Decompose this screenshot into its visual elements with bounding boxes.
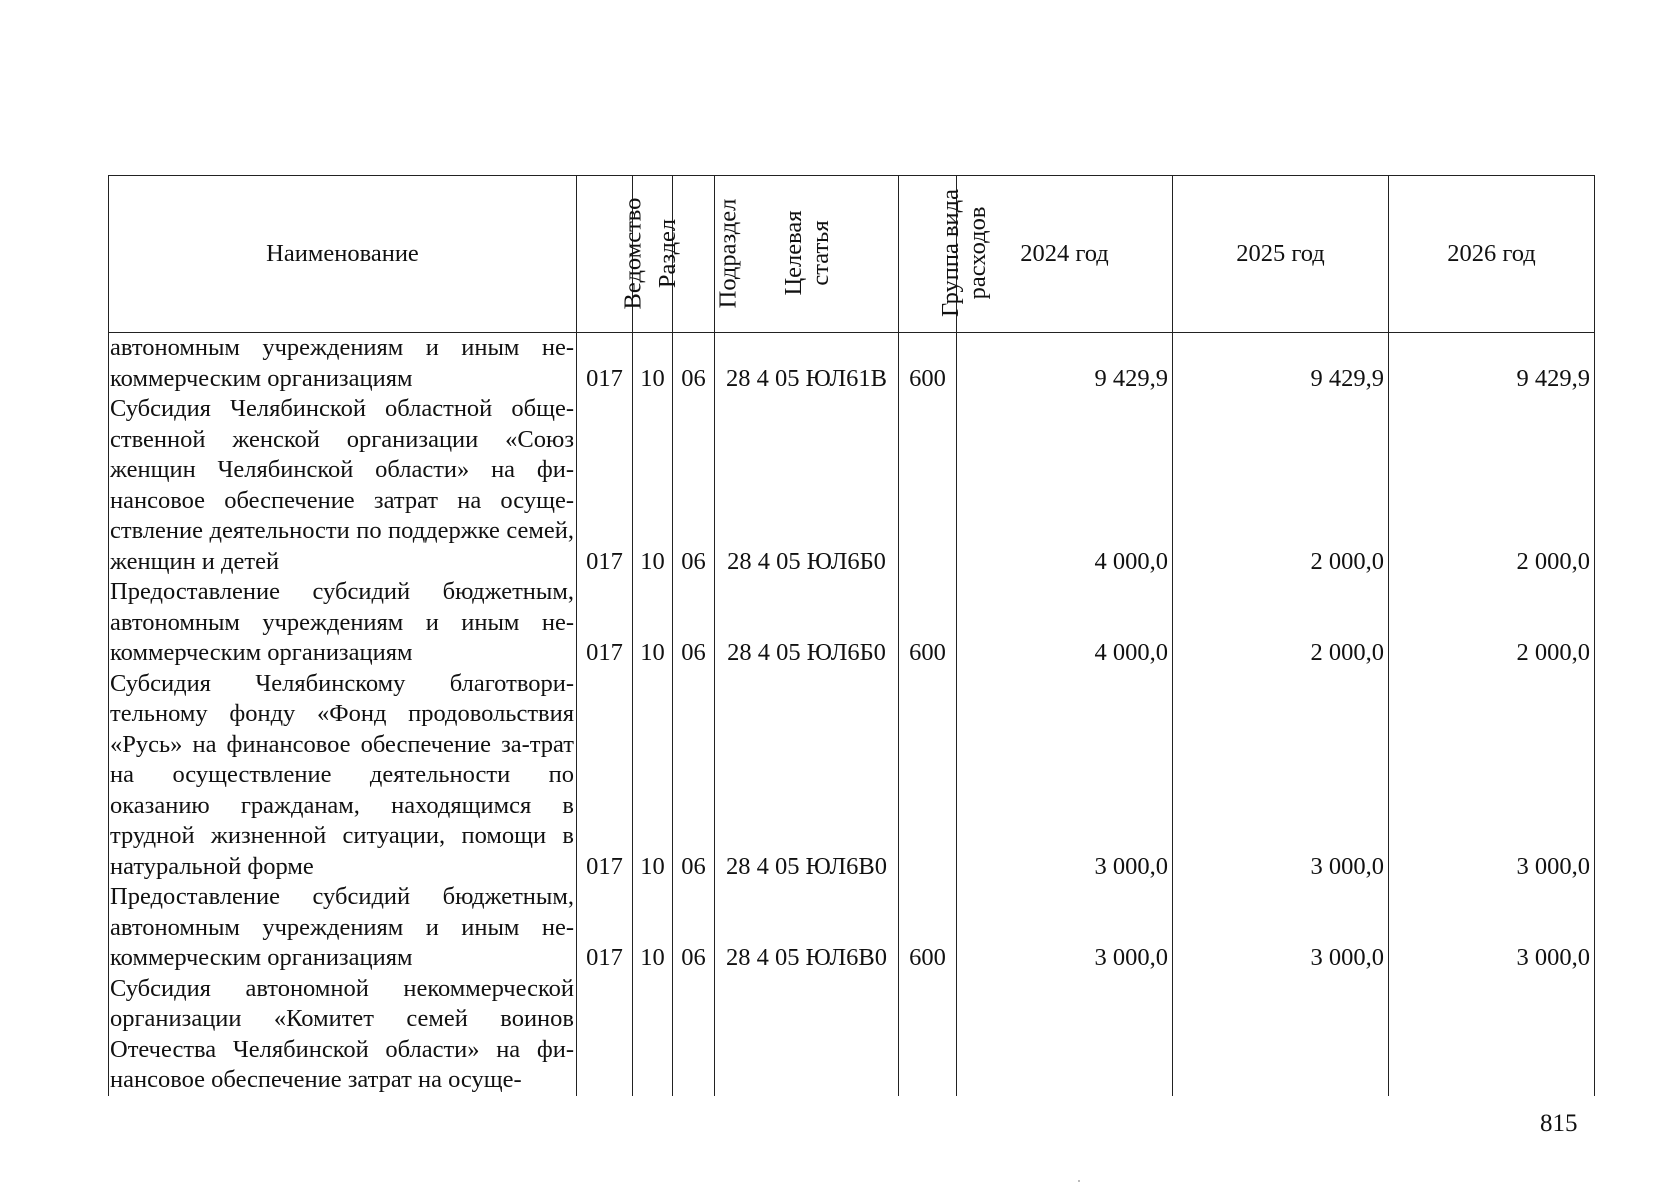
header-subsection: Подраздел: [673, 176, 715, 333]
table-row: [109, 974, 1595, 1096]
cell-name: Субсидия автономной некоммерческой организации «Комитет семей воинов Отечества Челябинской области» на фи-нансовое обеспечение затрат на осуще-: [109, 974, 577, 1096]
cell-target-article: [715, 974, 899, 1096]
cell-name: Предоставление субсидий бюджетным, автономным учреждениям и иным не-коммерческим организациям: [109, 882, 577, 974]
cell-name: Субсидия Челябинской областной обще-ственной женской организации «Союз женщин Челябинской области» на фи-нансовое обеспечение затрат на осуще-ствление деятельности по поддержке семей, женщин и детей: [109, 394, 577, 577]
cell-2024: 3 000,0: [957, 669, 1173, 883]
cell-department: [577, 974, 633, 1096]
cell-department: 017: [577, 577, 633, 669]
cell-department: 017: [577, 669, 633, 883]
cell-expense-group: 600: [899, 577, 957, 669]
header-2026: 2026 год: [1389, 176, 1595, 333]
cell-2025: 2 000,0: [1173, 577, 1389, 669]
cell-department: 017: [577, 333, 633, 395]
cell-subsection: [673, 974, 715, 1096]
cell-expense-group: [899, 974, 957, 1096]
cell-2025: 3 000,0: [1173, 882, 1389, 974]
cell-department: 017: [577, 394, 633, 577]
cell-subsection: 06: [673, 577, 715, 669]
cell-2026: 3 000,0: [1389, 669, 1595, 883]
cell-target-article: 28 4 05 ЮЛ61В: [715, 333, 899, 395]
cell-target-article: 28 4 05 ЮЛ6В0: [715, 882, 899, 974]
cell-expense-group: [899, 394, 957, 577]
header-2024: 2024 год: [957, 176, 1173, 333]
table-row: [109, 577, 1595, 669]
cell-name: автономным учреждениям и иным не-коммерческим организациям: [109, 333, 577, 395]
page-number: 815: [1540, 1110, 1578, 1137]
header-2025: 2025 год: [1173, 176, 1389, 333]
cell-department: 017: [577, 882, 633, 974]
cell-expense-group: 600: [899, 333, 957, 395]
cell-2024: 9 429,9: [957, 333, 1173, 395]
cell-2025: [1173, 974, 1389, 1096]
cell-target-article: 28 4 05 ЮЛ6В0: [715, 669, 899, 883]
header-department: Ведомство: [577, 176, 633, 333]
cell-section: 10: [633, 394, 673, 577]
cell-2026: 3 000,0: [1389, 882, 1595, 974]
cell-name: Предоставление субсидий бюджетным, автономным учреждениям и иным не-коммерческим организациям: [109, 577, 577, 669]
header-section: Раздел: [633, 176, 673, 333]
cell-subsection: 06: [673, 669, 715, 883]
cell-2024: [957, 974, 1173, 1096]
cell-subsection: 06: [673, 333, 715, 395]
cell-2024: 4 000,0: [957, 394, 1173, 577]
cell-2026: [1389, 974, 1595, 1096]
cell-2025: 3 000,0: [1173, 669, 1389, 883]
table-row: [109, 333, 1595, 395]
table-header-row: [109, 176, 1595, 333]
cell-2026: 2 000,0: [1389, 394, 1595, 577]
header-name: Наименование: [109, 176, 577, 333]
cell-2024: 3 000,0: [957, 882, 1173, 974]
cell-section: [633, 974, 673, 1096]
cell-2026: 9 429,9: [1389, 333, 1595, 395]
cell-subsection: 06: [673, 882, 715, 974]
cell-target-article: 28 4 05 ЮЛ6Б0: [715, 577, 899, 669]
cell-expense-group: 600: [899, 882, 957, 974]
table-row: [109, 669, 1595, 883]
scan-artifact: [1078, 1180, 1080, 1182]
cell-name: Субсидия Челябинскому благотвори-тельному фонду «Фонд продовольствия «Русь» на финансовое обеспечение за-трат на осуществление деятельности по оказанию гражданам, находящимся в трудной жизненной ситуации, помощи в натуральной форме: [109, 669, 577, 883]
cell-target-article: 28 4 05 ЮЛ6Б0: [715, 394, 899, 577]
cell-section: 10: [633, 577, 673, 669]
cell-subsection: 06: [673, 394, 715, 577]
header-target-article: Целевая статья: [715, 176, 899, 333]
cell-2026: 2 000,0: [1389, 577, 1595, 669]
header-expense-group: Группа вида расходов: [899, 176, 957, 333]
cell-2025: 9 429,9: [1173, 333, 1389, 395]
cell-2024: 4 000,0: [957, 577, 1173, 669]
cell-2025: 2 000,0: [1173, 394, 1389, 577]
cell-section: 10: [633, 669, 673, 883]
table-row: [109, 394, 1595, 577]
budget-table: [108, 175, 1595, 1096]
cell-section: 10: [633, 882, 673, 974]
cell-expense-group: [899, 669, 957, 883]
cell-section: 10: [633, 333, 673, 395]
table-row: [109, 882, 1595, 974]
table-body: [109, 333, 1595, 1096]
